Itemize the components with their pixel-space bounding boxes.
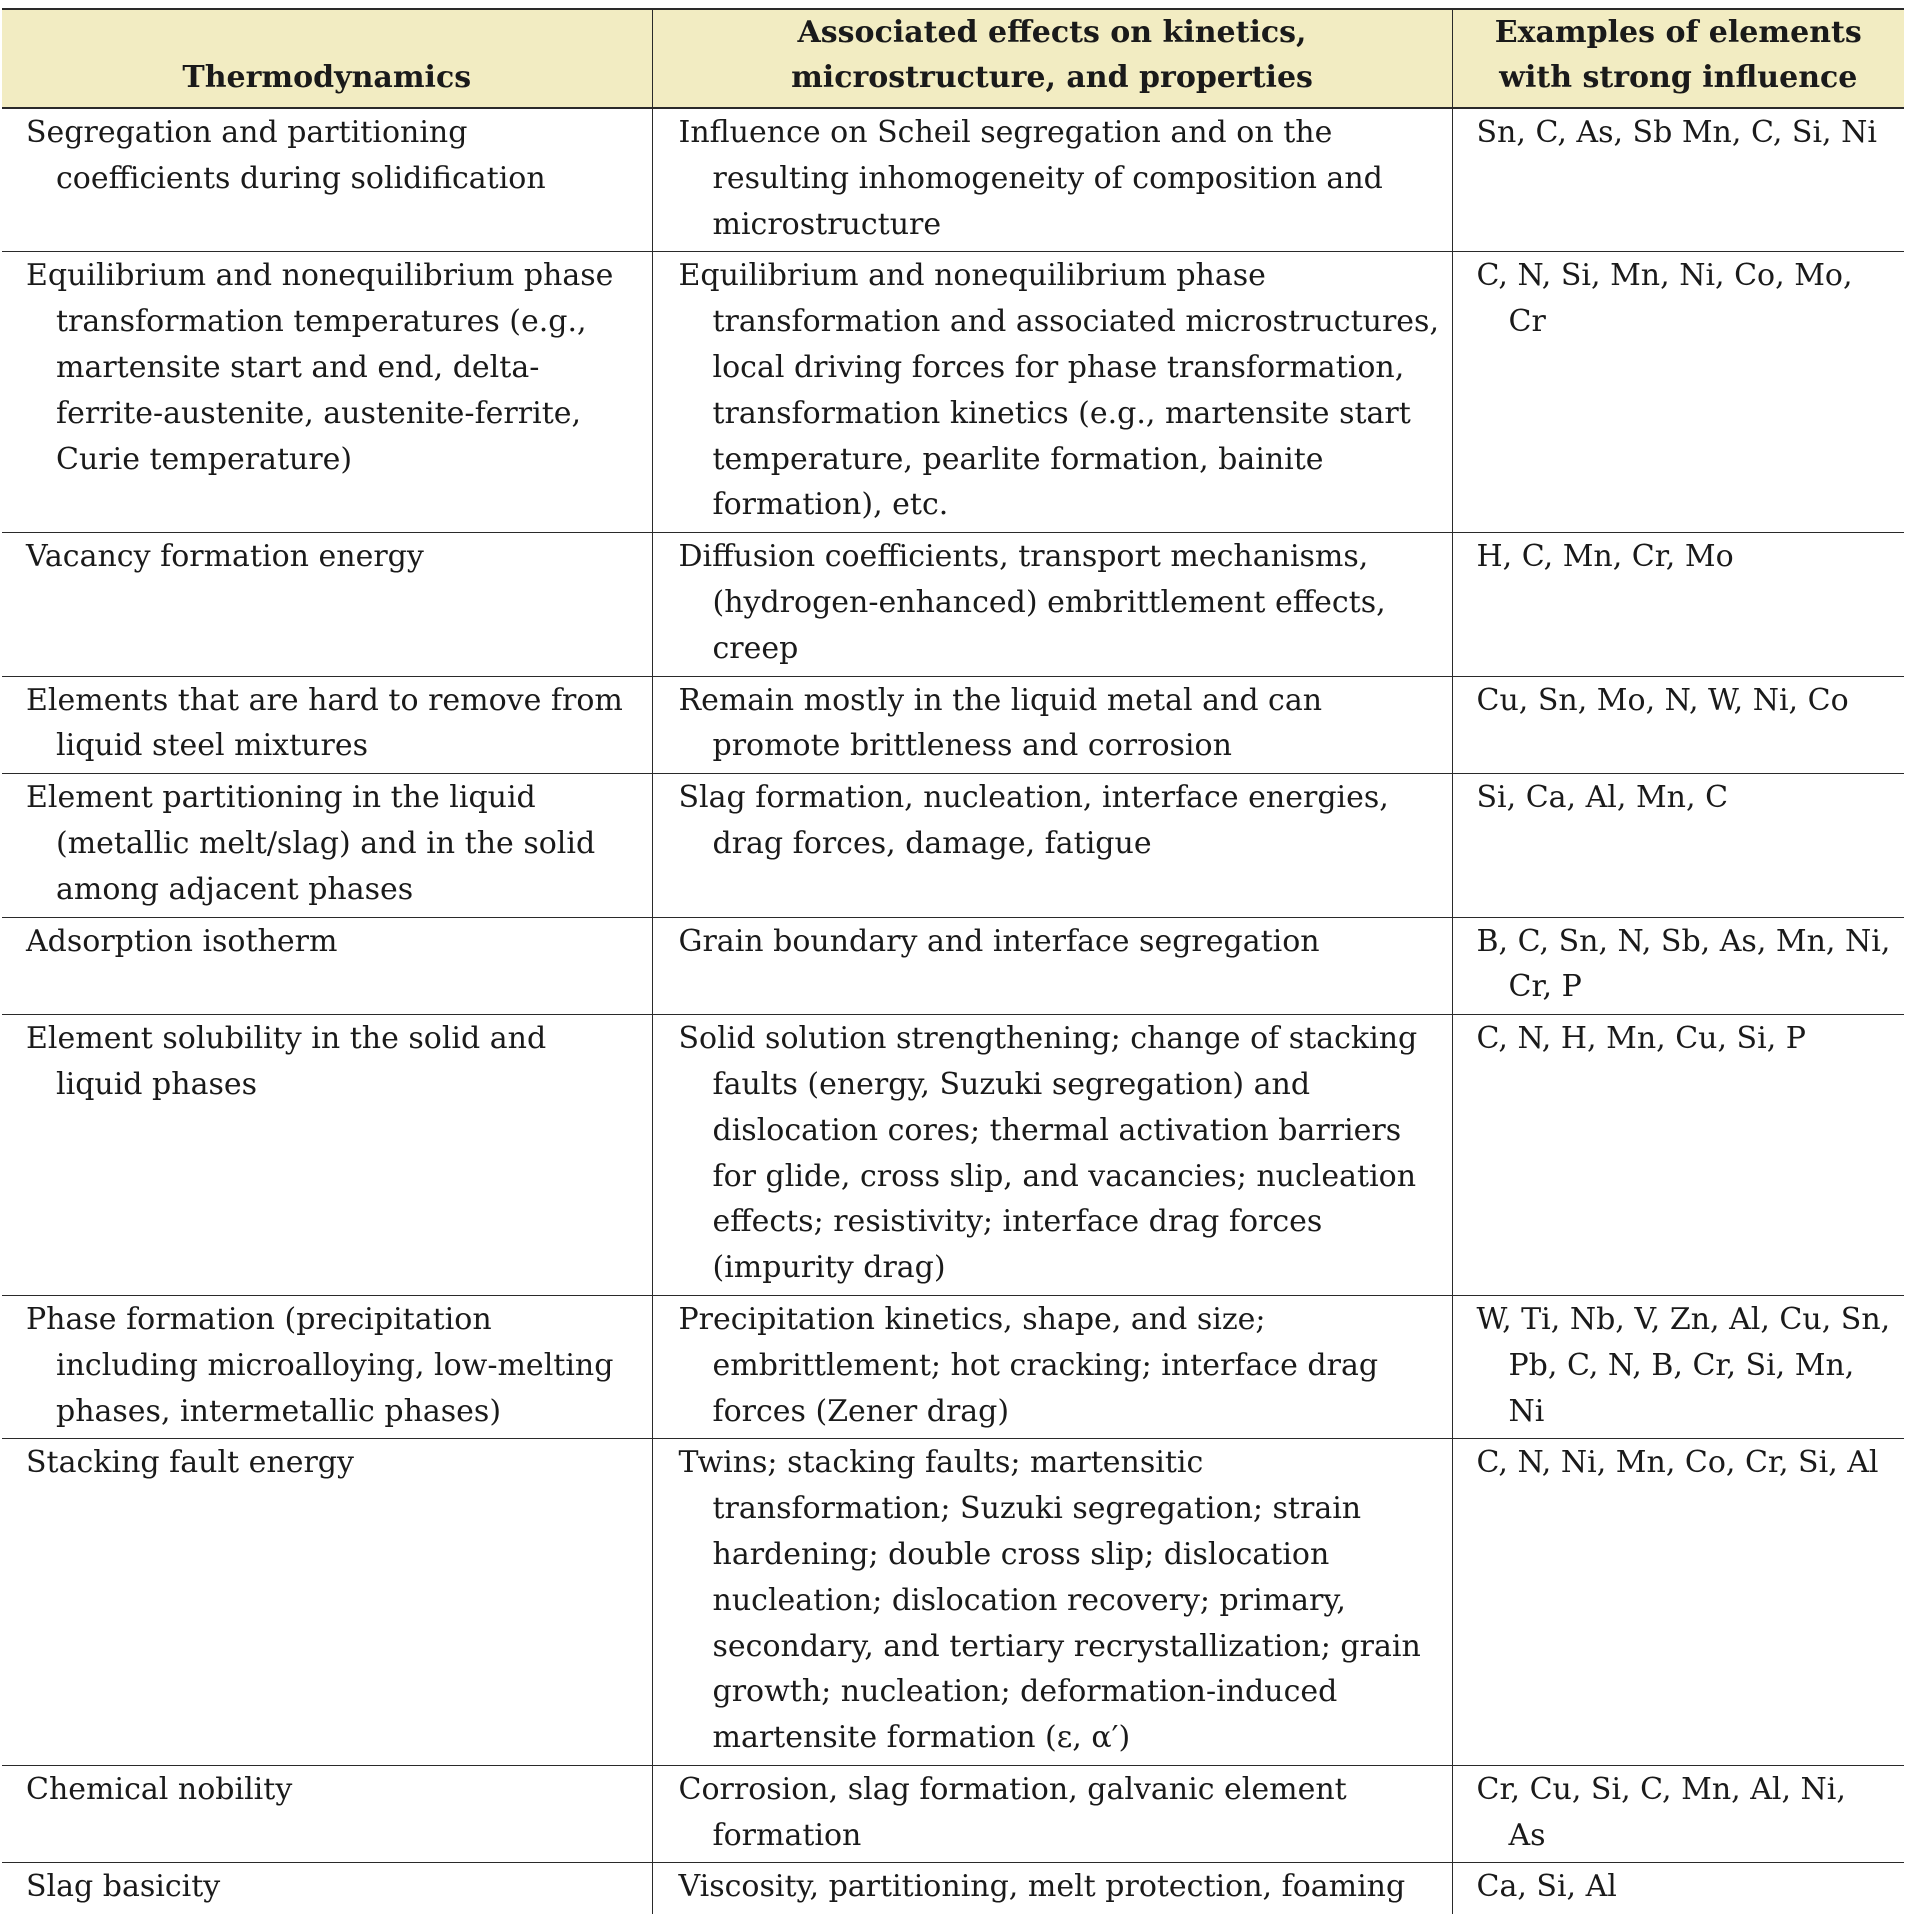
- elements-cell: Cr, Cu, Si, C, Mn, Al, Ni, As: [1452, 1765, 1904, 1863]
- effects-cell: Precipitation kinetics, shape, and size; embrittlement; hot cracking; interface drag forces (Zener drag): [652, 1295, 1452, 1438]
- effects-cell: Influence on Scheil segregation and on the resulting inhomogeneity of composition and microstructure: [652, 108, 1452, 252]
- elements-cell: Sn, C, As, Sb Mn, C, Si, Ni: [1452, 108, 1904, 252]
- thermodynamics-table-container: [2, 8, 1904, 1914]
- thermodynamics-cell: Segregation and partitioning coefficients during solidification: [2, 108, 652, 252]
- thermodynamics-cell: Element partitioning in the liquid (metallic melt/slag) and in the solid among adjacent phases: [2, 774, 652, 917]
- table-row: [2, 1295, 1904, 1438]
- table-row: [2, 917, 1904, 1015]
- thermodynamics-cell: Equilibrium and nonequilibrium phase transformation temperatures (e.g., martensite start and end, delta-ferrite-austenite, austenite-ferrite, Curie temperature): [2, 252, 652, 533]
- header-associated-effects: Associated effects on kinetics, microstructure, and properties: [652, 9, 1452, 108]
- effects-cell: Viscosity, partitioning, melt protection, foaming: [652, 1863, 1452, 1914]
- header-thermodynamics: Thermodynamics: [2, 9, 652, 108]
- elements-cell: Si, Ca, Al, Mn, C: [1452, 774, 1904, 917]
- thermodynamics-cell: Vacancy formation energy: [2, 533, 652, 676]
- elements-cell: W, Ti, Nb, V, Zn, Al, Cu, Sn, Pb, C, N, B, Cr, Si, Mn, Ni: [1452, 1295, 1904, 1438]
- thermodynamics-cell: Stacking fault energy: [2, 1439, 652, 1766]
- table-row: [2, 533, 1904, 676]
- effects-cell: Remain mostly in the liquid metal and can promote brittleness and corrosion: [652, 676, 1452, 774]
- elements-cell: Ca, Si, Al: [1452, 1863, 1904, 1914]
- thermodynamics-cell: Element solubility in the solid and liquid phases: [2, 1015, 652, 1296]
- elements-cell: Cu, Sn, Mo, N, W, Ni, Co: [1452, 676, 1904, 774]
- elements-cell: C, N, Ni, Mn, Co, Cr, Si, Al: [1452, 1439, 1904, 1766]
- table-row: [2, 1439, 1904, 1766]
- thermodynamics-cell: Chemical nobility: [2, 1765, 652, 1863]
- table-body: [2, 108, 1904, 1914]
- thermodynamics-cell: Elements that are hard to remove from liquid steel mixtures: [2, 676, 652, 774]
- effects-cell: Slag formation, nucleation, interface energies, drag forces, damage, fatigue: [652, 774, 1452, 917]
- thermodynamics-cell: Slag basicity: [26, 1869, 221, 1905]
- elements-cell: H, C, Mn, Cr, Mo: [1452, 533, 1904, 676]
- table-row: [2, 676, 1904, 774]
- elements-cell: C, N, H, Mn, Cu, Si, P: [1452, 1015, 1904, 1296]
- header-example-elements: Examples of elements with strong influence: [1452, 9, 1904, 108]
- elements-cell: C, N, Si, Mn, Ni, Co, Mo, Cr: [1452, 252, 1904, 533]
- effects-cell: Diffusion coefficients, transport mechanisms, (hydrogen-enhanced) embrittlement effects, creep: [652, 533, 1452, 676]
- table-row: [2, 252, 1904, 533]
- table-row: [2, 1765, 1904, 1863]
- thermodynamics-effects-table: [2, 8, 1904, 1914]
- effects-cell: Grain boundary and interface segregation: [652, 917, 1452, 1015]
- effects-cell: Twins; stacking faults; martensitic transformation; Suzuki segregation; strain hardening; double cross slip; dislocation nucleation; dislocation recovery; primary, secondary, and tertiary recrystallization; grain growth; nucleation; deformation-induced martensite formation (ε, α′): [652, 1439, 1452, 1766]
- table-row: [2, 108, 1904, 252]
- elements-cell: B, C, Sn, N, Sb, As, Mn, Ni, Cr, P: [1452, 917, 1904, 1015]
- effects-cell: Solid solution strengthening; change of stacking faults (energy, Suzuki segregation) and dislocation cores; thermal activation barriers for glide, cross slip, and vacancies; nucleation effects; resistivity; interface drag forces (impurity drag): [652, 1015, 1452, 1296]
- table-row: [2, 1863, 1904, 1914]
- header-row: [2, 9, 1904, 108]
- thermodynamics-cell: Adsorption isotherm: [2, 917, 652, 1015]
- thermodynamics-cell: Phase formation (precipitation including microalloying, low-melting phases, intermetallic phases): [2, 1295, 652, 1438]
- table-row: [2, 774, 1904, 917]
- table-row: [2, 1015, 1904, 1296]
- table-header: [2, 9, 1904, 108]
- effects-cell: Equilibrium and nonequilibrium phase transformation and associated microstructures, local driving forces for phase transformation, transformation kinetics (e.g., martensite start temperature, pearlite formation, bainite formation), etc.: [652, 252, 1452, 533]
- effects-cell: Corrosion, slag formation, galvanic element formation: [652, 1765, 1452, 1863]
